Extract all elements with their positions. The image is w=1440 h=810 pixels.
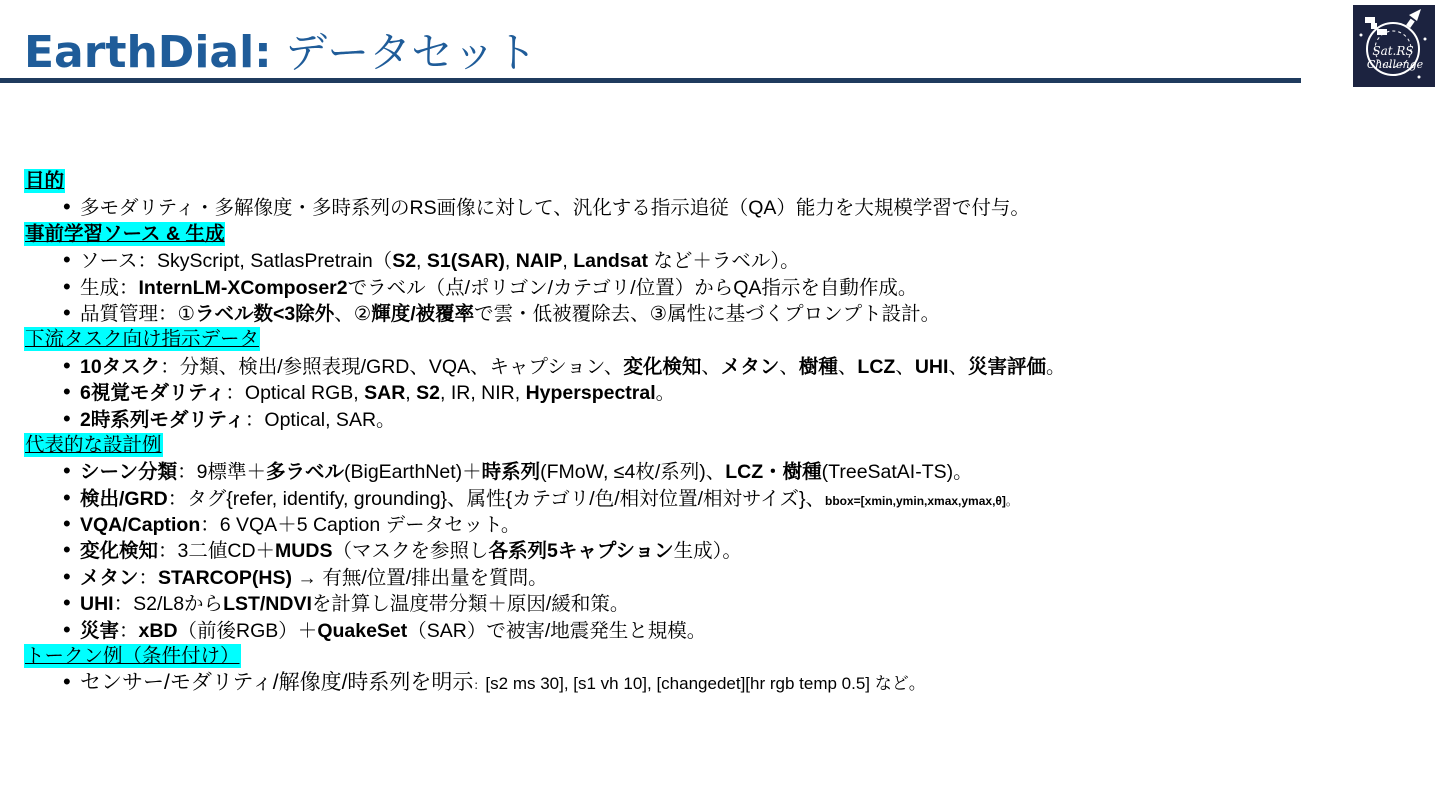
section-heading: 事前学習ソース & 生成 <box>25 222 225 245</box>
bold-text: 樹種 <box>798 355 838 378</box>
bold-text: ラベル数<3除外 <box>194 302 335 325</box>
bullet-item <box>24 301 1414 327</box>
text: 生成）。 <box>673 540 742 563</box>
bullet-item <box>24 195 1414 221</box>
title-english: EarthDial: <box>24 27 272 78</box>
text: （マスクを参照し <box>332 540 489 563</box>
text: ：タグ{refer, identify, grounding}、属性{カテゴリ/色/相対位置/相対サイズ}、 <box>167 487 825 510</box>
text: (BigEarthNet)＋ <box>344 461 482 484</box>
text: ：3二値CD＋ <box>158 540 276 563</box>
section-heading-row <box>24 433 1414 459</box>
text: , <box>562 250 574 273</box>
text: など＋ラベル）。 <box>647 250 800 273</box>
title-japanese: データセット <box>271 28 538 77</box>
text: , IR, NIR, <box>439 382 526 405</box>
bullet-item <box>24 670 1414 696</box>
bold-text: メタン <box>80 566 139 589</box>
text: , <box>416 250 427 273</box>
section-heading-row <box>24 644 1414 670</box>
bold-text: S2 <box>392 250 417 273</box>
section-heading: トークン例（条件付け） <box>25 645 240 668</box>
text: （前後RGB）＋ <box>177 619 318 642</box>
bold-text: LST/NDVI <box>223 593 312 616</box>
bold-text: 輝度/被覆率 <box>371 302 475 325</box>
bold-text: LCZ <box>857 355 896 378</box>
bold-text: 時系列 <box>481 461 541 484</box>
bold-text: S2 <box>416 382 440 405</box>
text: , <box>405 382 417 405</box>
bold-text: bbox=[xmin,ymin,xmax,ymax,θ] <box>825 493 1006 508</box>
section-heading-row <box>24 222 1414 248</box>
text: 品質管理：① <box>80 302 195 325</box>
text: ： <box>138 566 159 589</box>
text: ：9標準＋ <box>177 461 266 484</box>
bullet-item <box>24 248 1414 274</box>
bold-text: 災害評価 <box>967 355 1046 378</box>
bold-text: InternLM-XComposer2 <box>138 276 348 299</box>
text: ：6 VQA＋5 Caption データセット。 <box>200 514 521 537</box>
bullet-list <box>24 670 1414 696</box>
bullet-item <box>24 354 1414 380</box>
text: ：Optical, SAR。 <box>244 408 396 431</box>
logo-text-line2: Challenge <box>1366 58 1424 71</box>
bold-text: UHI <box>914 355 949 378</box>
bold-text: S1(SAR) <box>426 250 505 273</box>
text: ：S2/L8から <box>113 593 224 616</box>
bold-text: 変化検知 <box>80 540 159 563</box>
text: 。 <box>1045 355 1066 378</box>
text: ： <box>119 619 139 642</box>
text: 多モダリティ・多解像度・多時系列のRS画像に対して、汎化する指示追従（QA）能力を大規模学習で付与。 <box>80 197 1030 220</box>
bold-text: Landsat <box>573 250 648 273</box>
section-heading-row <box>24 327 1414 353</box>
bold-text: メタン <box>720 355 780 378</box>
bullet-item <box>24 591 1414 617</box>
bold-text: 検出/GRD <box>80 487 168 510</box>
bold-text: QuakeSet <box>317 619 408 642</box>
bold-text: 変化検知 <box>623 355 702 378</box>
text: 、② <box>334 302 372 325</box>
bold-text: 各系列5キャプション <box>488 540 674 563</box>
bold-text: 6視覚モダリティ <box>80 382 226 405</box>
bullet-list <box>24 354 1414 433</box>
bullet-item <box>24 407 1414 433</box>
bullet-item <box>24 380 1414 406</box>
bullet-list <box>24 248 1414 327</box>
section-heading: 代表的な設計例 <box>25 433 162 456</box>
text: 生成： <box>80 276 139 299</box>
bold-text: 災害 <box>80 619 120 642</box>
text: センサー/モダリティ/解像度/時系列を明示 <box>80 671 474 695</box>
text: → 有無/位置/排出量を質問。 <box>292 566 548 589</box>
bullet-item <box>24 565 1414 591</box>
bold-text: シーン分類 <box>80 461 178 484</box>
text: を計算し温度帯分類＋原因/緩和策。 <box>311 593 630 616</box>
logo-text-line1: Sat.RS <box>1372 44 1414 58</box>
text: 。 <box>655 382 676 405</box>
text: 、 <box>948 355 968 378</box>
text: ：分類、検出/参照表現/GRD、VQA、キャプション、 <box>160 355 624 378</box>
bold-text: VQA/Caption <box>80 514 201 537</box>
bullet-list <box>24 195 1414 221</box>
bullet-item <box>24 486 1414 512</box>
section-heading-row <box>24 169 1414 195</box>
bold-text: 2時系列モダリティ <box>80 408 245 431</box>
bullet-item <box>24 618 1414 644</box>
satellite-icon <box>1365 17 1387 35</box>
bold-text: xBD <box>138 619 178 642</box>
text: 、 <box>779 355 799 378</box>
text: , <box>504 250 516 273</box>
bold-text: MUDS <box>275 540 333 563</box>
bold-text: UHI <box>80 593 114 616</box>
text: [s2 ms 30], [s1 vh 10], [changedet][hr rgb temp 0.5] など。 <box>485 674 926 694</box>
bullet-item <box>24 512 1414 538</box>
challenge-logo <box>1353 5 1435 87</box>
text: 、 <box>837 355 858 378</box>
bold-text: 多ラベル <box>265 461 344 484</box>
text: （SAR）で被害/地震発生と規模。 <box>407 619 707 642</box>
title-underline <box>0 78 1301 83</box>
section-heading: 下流タスク向け指示データ <box>25 328 260 351</box>
bold-text: STARCOP(HS) <box>158 566 292 589</box>
section-heading: 目的 <box>25 170 65 192</box>
rocket-icon <box>1406 9 1421 28</box>
text: ： <box>473 678 486 693</box>
logo-graphic <box>1353 5 1435 87</box>
bold-text: 10タスク <box>80 355 161 378</box>
slide-body <box>24 169 1414 697</box>
bullet-item <box>24 538 1414 564</box>
text: ソース：SkyScript, SatlasPretrain（ <box>80 250 393 273</box>
slide-title <box>24 20 537 76</box>
bold-text: NAIP <box>515 250 563 273</box>
text: 、 <box>701 355 721 378</box>
text: 。 <box>1005 493 1018 508</box>
bullet-item <box>24 459 1414 485</box>
text: (TreeSatAI-TS)。 <box>821 461 973 484</box>
text: ：Optical RGB, <box>225 382 365 405</box>
bold-text: Hyperspectral <box>525 382 656 405</box>
text: で雲・低被覆除去、③属性に基づくプロンプト設計。 <box>474 302 941 325</box>
text: 、 <box>895 355 915 378</box>
bold-text: SAR <box>364 382 406 405</box>
bullet-item <box>24 275 1414 301</box>
bullet-list <box>24 459 1414 644</box>
text: でラベル（点/ポリゴン/カテゴリ/位置）からQA指示を自動作成。 <box>347 276 918 299</box>
text: (FMoW, ≤4枚/系列)、 <box>540 461 726 484</box>
bold-text: LCZ・樹種 <box>725 461 822 484</box>
